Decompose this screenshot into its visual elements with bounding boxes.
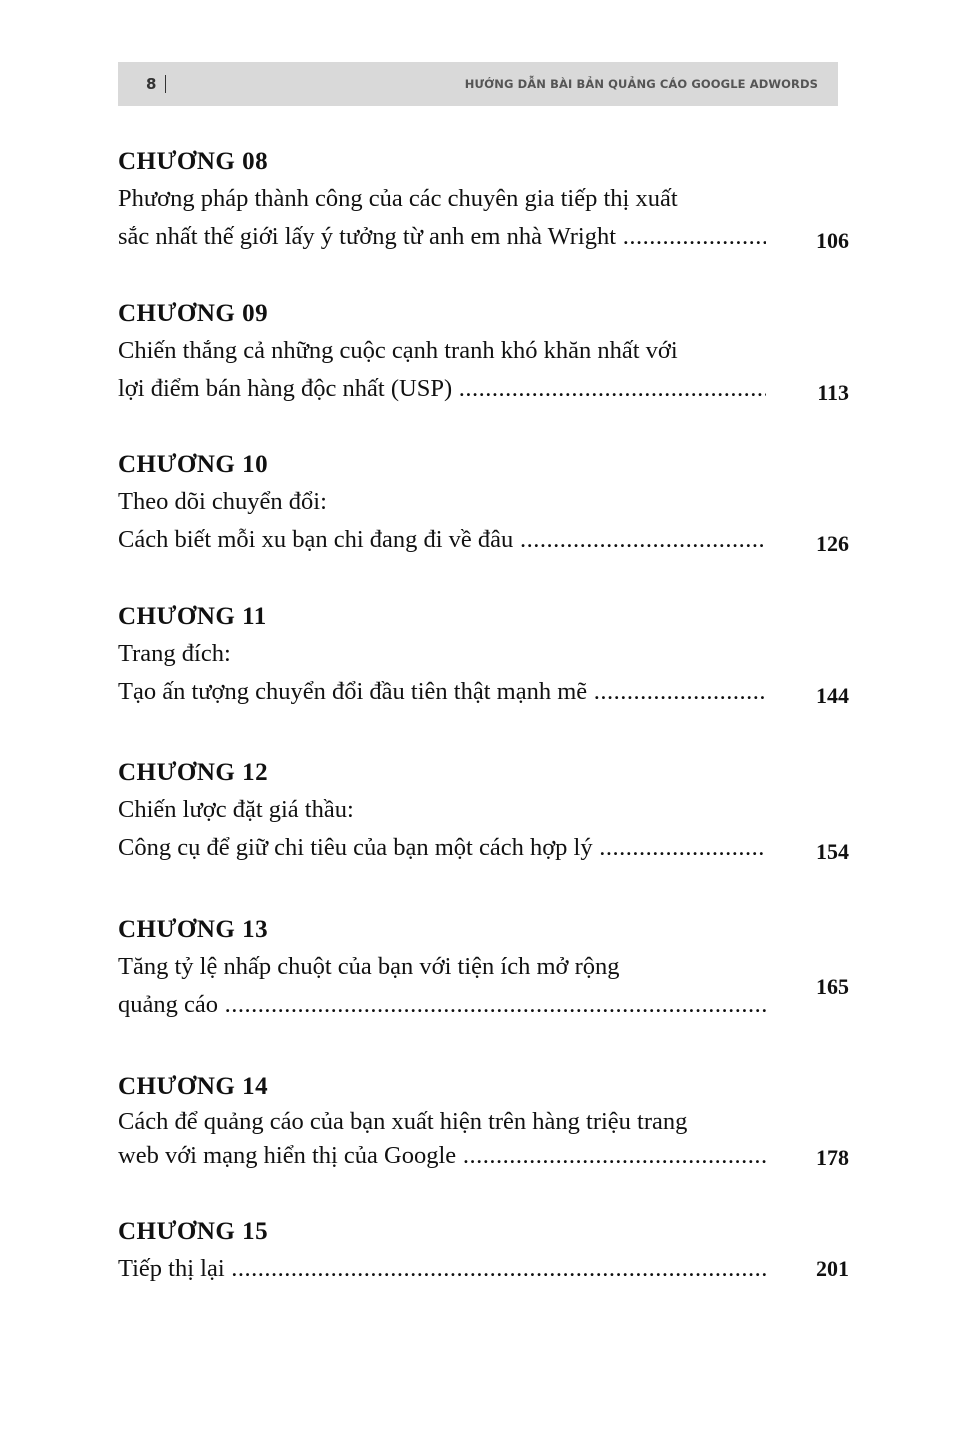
- chapter-heading: CHƯƠNG 08: [118, 148, 269, 175]
- chapter-heading: CHƯƠNG 11: [118, 602, 267, 630]
- chapter-title-line: Chiến lược đặt giá thầu:: [118, 796, 354, 823]
- toc-entry: [118, 296, 853, 448]
- chapter-title-line: Cách để quảng cáo của bạn xuất hiện trên hàng triệu trang: [118, 1108, 688, 1135]
- toc-entry: [118, 599, 853, 756]
- toc-entry: [118, 144, 853, 296]
- chapter-title-line: quảng cáo .....: [118, 986, 766, 1024]
- page-ref: 178: [816, 1145, 849, 1170]
- chapter-title-line: lợi điểm bán hàng độc nhất (USP) .....: [118, 370, 766, 408]
- page-ref: 144: [816, 682, 849, 708]
- header-divider: [165, 75, 166, 93]
- toc-entry: [118, 1069, 853, 1214]
- chapter-title-line: Theo dõi chuyển đổi:: [118, 488, 327, 515]
- toc-entry: [118, 447, 853, 599]
- chapter-title-line: Công cụ để giữ chi tiêu của bạn một cách hợp lý .....: [118, 829, 766, 867]
- table-of-contents: [118, 144, 853, 1294]
- page-ref: 165: [816, 974, 849, 999]
- chapter-heading: CHƯƠNG 15: [118, 1218, 269, 1245]
- chapter-title-line: web với mạng hiển thị của Google .....: [118, 1139, 766, 1173]
- book-title: HƯỚNG DẪN BÀI BẢN QUẢNG CÁO GOOGLE ADWORDS: [464, 77, 818, 91]
- chapter-title-line: Tạo ấn tượng chuyển đổi đầu tiên thật mạnh mẽ .....: [118, 673, 766, 711]
- running-header: [118, 62, 838, 106]
- chapter-title-line: Trang đích:: [118, 639, 231, 667]
- chapter-title-line: Tiếp thị lại .....: [118, 1250, 766, 1288]
- chapter-title-line: Phương pháp thành công của các chuyên gia tiếp thị xuất: [118, 185, 678, 212]
- chapter-heading: CHƯƠNG 09: [118, 299, 269, 327]
- chapter-title-line: sắc nhất thế giới lấy ý tưởng từ anh em nhà Wright .....: [118, 218, 766, 256]
- page-ref: 154: [816, 839, 849, 864]
- chapter-heading: CHƯƠNG 10: [118, 451, 269, 478]
- toc-entry: [118, 755, 853, 912]
- chapter-heading: CHƯƠNG 14: [118, 1073, 269, 1100]
- chapter-title-line: Chiến thắng cả những cuộc cạnh tranh khó khăn nhất với: [118, 336, 678, 364]
- page-ref: 113: [817, 379, 849, 405]
- toc-entry: [118, 1214, 853, 1294]
- page-ref: 126: [816, 531, 849, 556]
- page-number: 8: [146, 75, 157, 93]
- page-ref: 106: [816, 228, 849, 253]
- chapter-heading: CHƯƠNG 13: [118, 916, 269, 943]
- chapter-title-line: Tăng tỷ lệ nhấp chuột của bạn với tiện ích mở rộng: [118, 953, 620, 980]
- chapter-title-line: Cách biết mỗi xu bạn chi đang đi về đâu .....: [118, 521, 766, 559]
- chapter-heading: CHƯƠNG 12: [118, 759, 269, 786]
- toc-entry: [118, 912, 853, 1069]
- page-ref: 201: [816, 1256, 849, 1281]
